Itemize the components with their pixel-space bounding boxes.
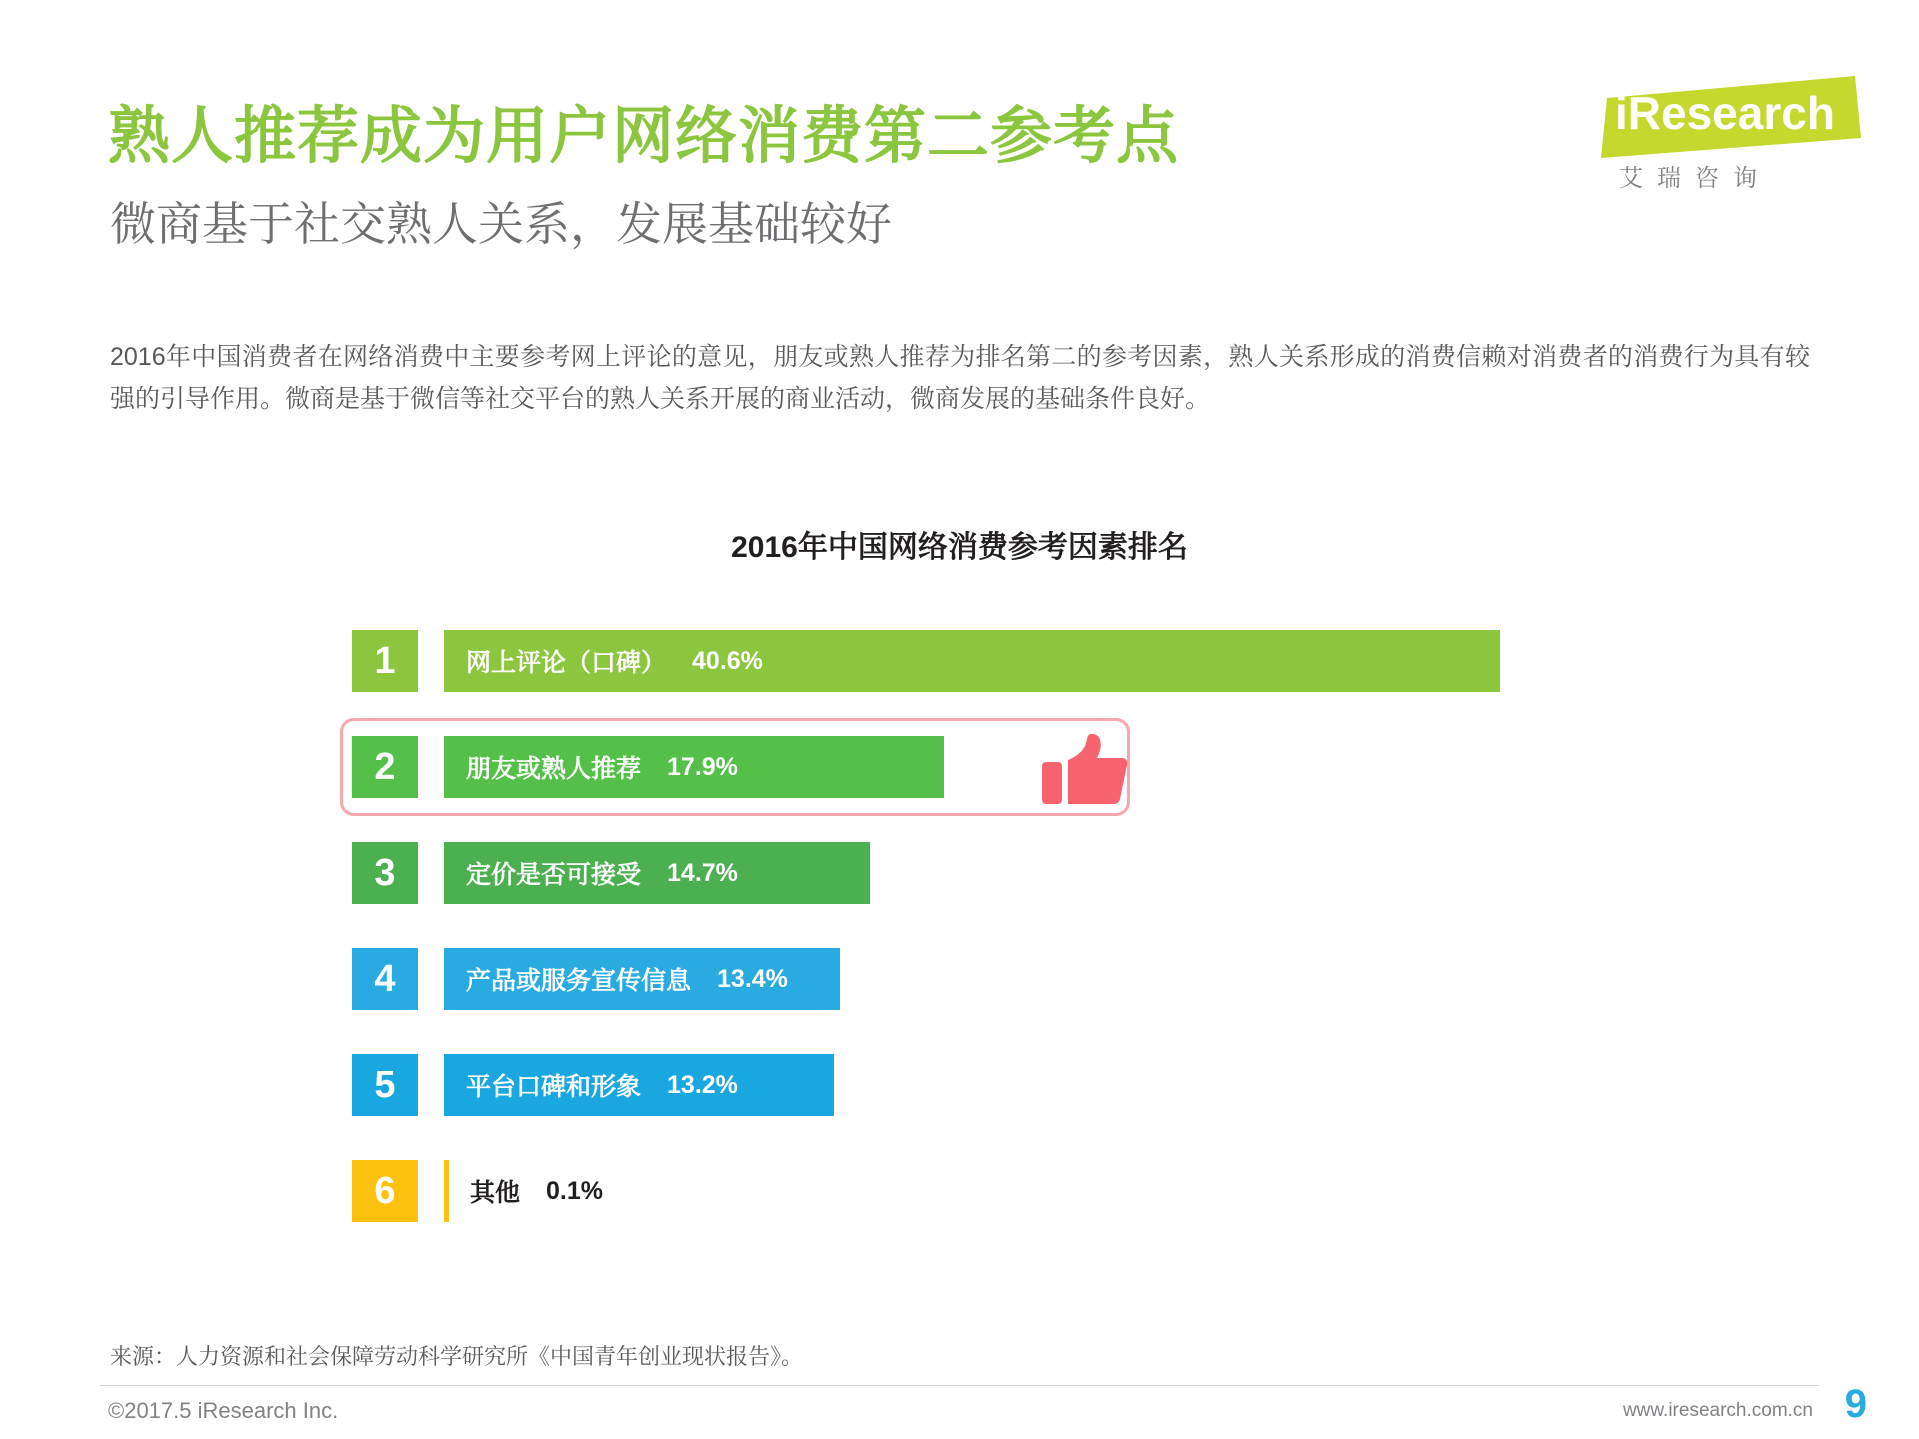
rank-badge: 6 <box>352 1160 418 1222</box>
chart-row <box>340 1160 1640 1222</box>
chart-row <box>340 630 1640 692</box>
bar-value: 13.2% <box>667 1070 738 1099</box>
bar-outside-label <box>470 1160 603 1222</box>
rank-badge: 4 <box>352 948 418 1010</box>
source-note: 来源：人力资源和社会保障劳动科学研究所《中国青年创业现状报告》。 <box>110 1344 804 1369</box>
chart-row <box>340 842 1640 904</box>
rank-badge: 1 <box>352 630 418 692</box>
logo-wordmark <box>1615 86 1835 140</box>
logo-word-research: Research <box>1627 87 1835 139</box>
bar-value: 0.1% <box>546 1176 603 1205</box>
bar-chart <box>340 630 1640 1266</box>
bar-item <box>444 842 870 904</box>
iresearch-logo <box>1601 76 1861 196</box>
page-title: 熟人推荐成为用户网络消费第二参考点 <box>108 102 1180 171</box>
bar-label: 网上评论（口碑） <box>466 649 667 677</box>
chart-row <box>340 948 1640 1010</box>
rank-badge: 2 <box>352 736 418 798</box>
page-subtitle: 微商基于社交熟人关系，发展基础较好 <box>110 198 892 250</box>
rank-badge: 3 <box>352 842 418 904</box>
bar-label: 产品或服务宣传信息 <box>466 967 692 995</box>
bar-value: 40.6% <box>692 646 763 675</box>
bar-item <box>444 1160 449 1222</box>
chart-row-highlighted <box>340 736 1640 798</box>
chart-title: 2016年中国网络消费参考因素排名 <box>731 531 1188 564</box>
footer-divider <box>100 1385 1819 1386</box>
website-url: www.iresearch.com.cn <box>1622 1400 1813 1421</box>
bar-item <box>444 1054 834 1116</box>
bar-label: 其他 <box>470 1179 521 1207</box>
thumbs-up-icon <box>1040 732 1128 806</box>
bar-item <box>444 630 1500 692</box>
bar-value: 13.4% <box>717 964 788 993</box>
copyright-text: ©2017.5 iResearch Inc. <box>108 1398 339 1423</box>
bar-label: 朋友或熟人推荐 <box>466 755 642 783</box>
page-number: 9 <box>1844 1382 1867 1426</box>
logo-chinese-name: 艾瑞咨询 <box>1619 165 1771 192</box>
bar-value: 14.7% <box>667 858 738 887</box>
chart-row <box>340 1054 1640 1116</box>
bar-label: 定价是否可接受 <box>466 861 642 889</box>
bar-item <box>444 948 840 1010</box>
bar-label: 平台口碑和形象 <box>466 1073 642 1101</box>
rank-badge: 5 <box>352 1054 418 1116</box>
bar-value: 17.9% <box>667 752 738 781</box>
logo-letter-i: i <box>1615 87 1628 139</box>
bar-item <box>444 736 944 798</box>
intro-paragraph: 2016年中国消费者在网络消费中主要参考网上评论的意见，朋友或熟人推荐为排名第二的参考因素，熟人关系形成的消费信赖对消费者的消费行为具有较强的引导作用。微商是基于微信等社交平台的熟人关系开展的商业活动，微商发展的基础条件良好。 <box>110 343 1810 413</box>
